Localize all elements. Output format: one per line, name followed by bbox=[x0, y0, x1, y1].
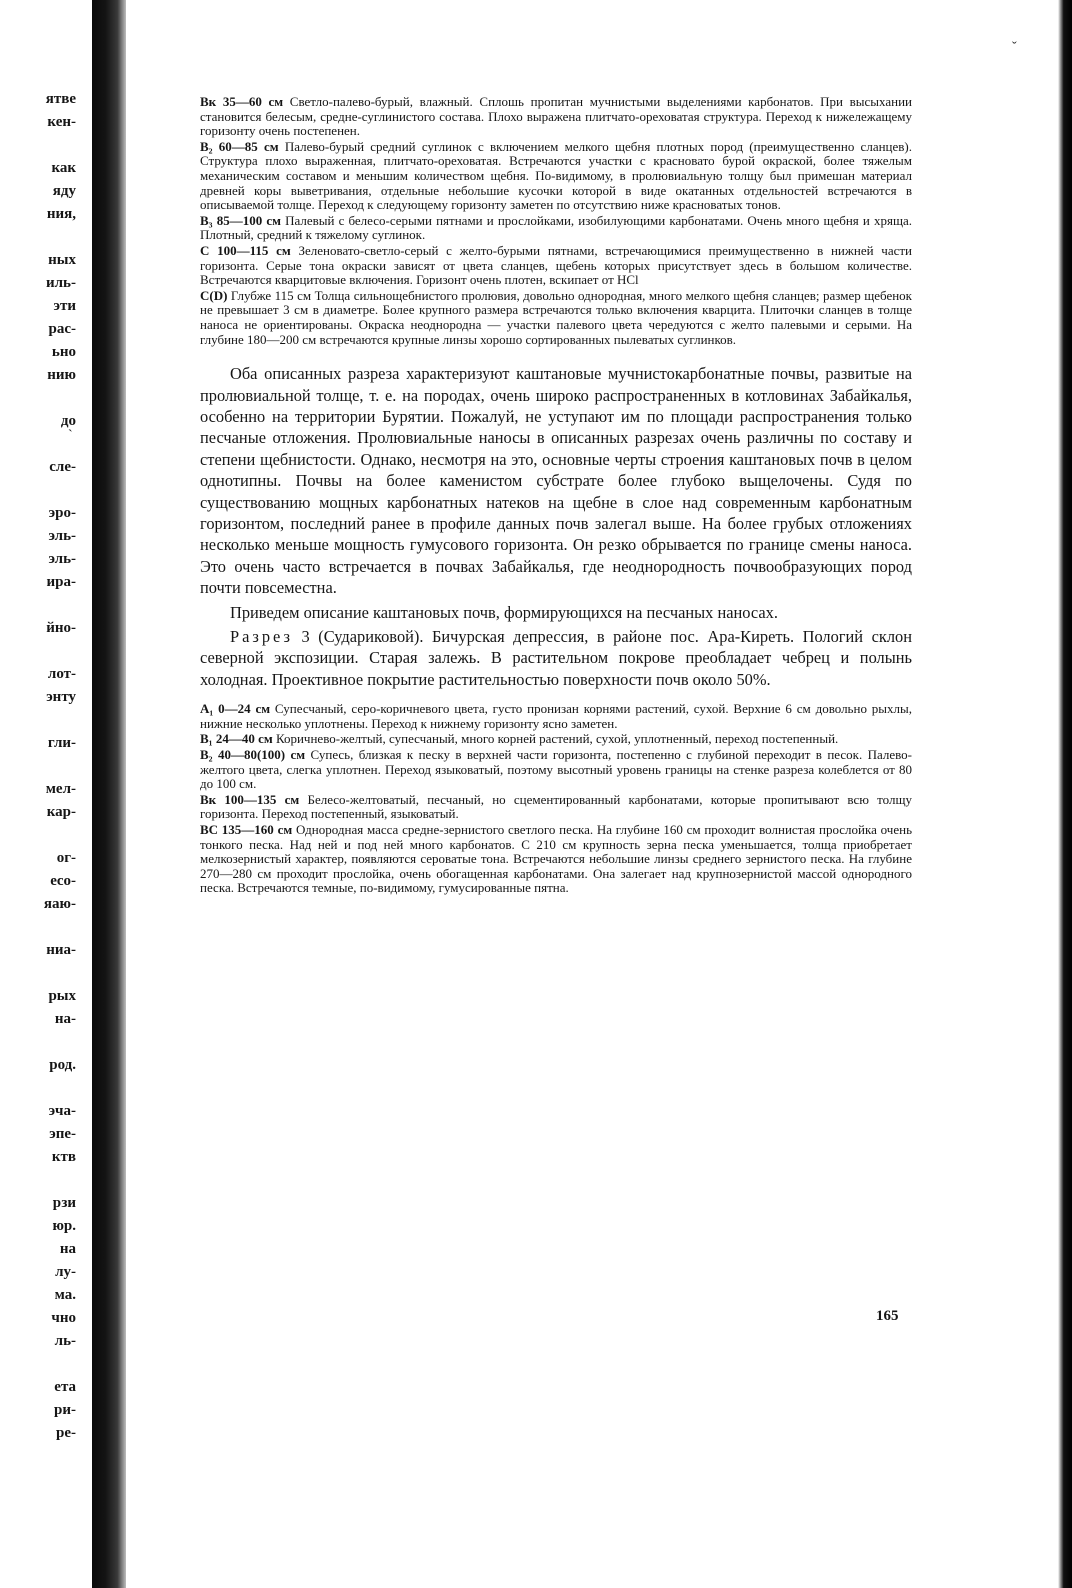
fragment-line bbox=[0, 134, 76, 157]
fragment-line: на bbox=[59, 1241, 76, 1257]
fragment-line: нию bbox=[47, 367, 76, 383]
page-number: 165 bbox=[876, 1308, 899, 1324]
fragment-line bbox=[0, 755, 76, 778]
fragment-line: рас- bbox=[48, 321, 76, 337]
fragment-line: ль- bbox=[54, 1333, 76, 1349]
fragment-line bbox=[0, 1077, 76, 1100]
fragment-line bbox=[0, 387, 76, 410]
horizon-text: Однородная масса средне-зернистого светлого песка. На глубине 160 см проходит волнистая прослойка очень тонкого песка. Над ней и под ней много карбонатов. С 210 см крупность зерна песка уменьшается, толща приобретает мелкозернистый характер, появляются сероватые тона. Встречаются небольшие линзы среднего зернистого песка. На глубине 270—280 см проходит прослойка, очень обогащенная карбонатами. Она залегает над крупнозернистой массой однородного песка. Встречаются темные, по-видимому, гумусированные пятна. bbox=[200, 821, 913, 896]
body-paragraph: Приведем описание каштановых почв, формирующихся на песчаных наносах. bbox=[230, 602, 778, 622]
fragment-line: ниа- bbox=[46, 942, 76, 958]
fragment-line bbox=[0, 1031, 76, 1054]
fragment-line: яаю- bbox=[43, 896, 76, 912]
horizon-code: B₃ 85—100 см bbox=[200, 212, 281, 228]
fragment-line: сле- bbox=[49, 459, 76, 475]
fragment-line: до bbox=[60, 413, 76, 429]
fragment-line: йно- bbox=[46, 620, 76, 636]
fragment-line: эча- bbox=[48, 1103, 76, 1119]
horizon-code: ВС 135—160 см bbox=[200, 821, 293, 837]
fragment-line bbox=[0, 479, 76, 502]
horizon-entry bbox=[200, 140, 912, 213]
fragment-line: ета bbox=[54, 1379, 76, 1395]
fragment-line: ния, bbox=[46, 206, 76, 222]
fragment-line: кар- bbox=[46, 804, 76, 820]
page-content bbox=[200, 95, 912, 897]
fragment-line: кен- bbox=[47, 114, 76, 130]
horizon-code: B₂ 40—80(100) см bbox=[200, 746, 306, 762]
horizon-description-list-2 bbox=[200, 702, 912, 896]
fragment-line bbox=[0, 709, 76, 732]
fragment-line bbox=[0, 1353, 76, 1376]
section-text: 3 (Судариковой). Бичурская депрессия, в районе пос. Ара-Киреть. Пологий склон северной экспозиции. Старая залежь. В растительном покрове преобладает чебрец и полынь холодная. Проективное покрытие растительностью поверхности почв около 50%. bbox=[200, 626, 912, 689]
fragment-line: ьно bbox=[51, 344, 76, 360]
fragment-line: гли- bbox=[47, 735, 76, 751]
fragment-line bbox=[0, 594, 76, 617]
horizon-code: Вк 35—60 см bbox=[200, 94, 284, 109]
horizon-text: Коричнево-желтый, супесчаный, много корней растений, сухой, уплотненный, переход постепенный. bbox=[272, 731, 839, 747]
fragment-line: как bbox=[51, 160, 76, 176]
horizon-entry bbox=[200, 244, 912, 288]
fragment-line: ecо- bbox=[50, 873, 76, 889]
fragment-line bbox=[0, 916, 76, 939]
horizon-code: B₁ 24—40 см bbox=[200, 731, 273, 747]
section-title: Разрез bbox=[230, 626, 294, 646]
previous-page-fragments bbox=[0, 88, 76, 1445]
scan-mark: ˋ bbox=[68, 428, 73, 443]
horizon-code: Вк 100—135 см bbox=[200, 791, 300, 807]
fragment-line: энту bbox=[46, 689, 76, 705]
fragment-line: эль- bbox=[48, 528, 76, 544]
fragment-line: ира- bbox=[46, 574, 76, 590]
horizon-text: Супесь, близкая к песку в верхней части горизонта, постепенно с глубиной переходит в песок. Палево-желтого цвета, слегка уплотнен. Переход языковатый, поэтому высотный уровень границы на стенке разреза колеблется от 80 до 100 см. bbox=[200, 746, 912, 792]
fragment-line: лу- bbox=[55, 1264, 76, 1280]
fragment-line bbox=[0, 962, 76, 985]
scan-mark: ˇ bbox=[1012, 40, 1017, 55]
horizon-entry bbox=[200, 748, 912, 792]
horizon-entry bbox=[200, 732, 912, 747]
horizon-text: Палево-бурый средний суглинок с включением мелкого щебня плотных пород (преимущественно сланцев). Структура плохо выраженная, плитчато-ореховатая. Встречаются участки с красновато бурой окраской, более тяжелым механическим составом и меньшим количеством щебня. По-видимому, в пролювиальную толщу был примешан материал древней коры выветривания, отдельные небольшие кусочки которой в виде окатанных отдельностей встречаются в описываемой толще. Переход к следующему горизонту заметен по отсутствию ниже красноватых тонов. bbox=[200, 138, 912, 213]
horizon-entry bbox=[200, 214, 912, 243]
fragment-line: эпе- bbox=[49, 1126, 76, 1142]
horizon-text: Светло-палево-бурый, влажный. Сплошь пропитан мучнистыми выделениями карбонатов. При высыхании становится белесым, средне-суглинистого состава. Плохо выражена плитчато-ореховатая структура. Переход к нижележащему горизонту очень постепенен. bbox=[200, 94, 912, 139]
fragment-line bbox=[0, 1169, 76, 1192]
horizon-description-list-1 bbox=[200, 95, 912, 347]
fragment-line: ог- bbox=[56, 850, 76, 866]
fragment-line: эро- bbox=[48, 505, 76, 521]
horizon-code: B₂ 60—85 см bbox=[200, 138, 279, 154]
fragment-line: на- bbox=[54, 1011, 76, 1027]
fragment-line bbox=[0, 640, 76, 663]
page-edge-shadow bbox=[1058, 0, 1072, 1588]
fragment-line bbox=[0, 824, 76, 847]
fragment-line: рзи bbox=[52, 1195, 76, 1211]
horizon-entry bbox=[200, 95, 912, 139]
horizon-entry bbox=[200, 702, 912, 731]
fragment-line: юр. bbox=[52, 1218, 76, 1234]
horizon-text: Супесчаный, серо-коричневого цвета, густо пронизан корнями растений, сухой. Верхние 6 см довольно рыхлы, нижние несколько уплотнены. Переход к нижнему горизонту ясно заметен. bbox=[200, 701, 912, 731]
fragment-line: яду bbox=[52, 183, 76, 199]
fragment-line: эти bbox=[53, 298, 76, 314]
horizon-text: Зеленовато-светло-серый с желто-бурыми пятнами, встречающимися преимущественно в нижней части горизонта. Серые тона окраски зависят от цвета сланцев, щебень которых присутствует здесь в большом количестве. Встречаются кварцитовые включения. Горизонт очень плотен, вскипает от HCl bbox=[200, 242, 912, 288]
horizon-text: Глубже 115 см Толща сильнощебнистого пролювия, довольно однородная, много мелкого щебня сланцев; размер щебенок не превышает 3 см в диаметре. Более крупного размера встречаются только включения кварцита. Плиточки сланцев в толще наноса не ориентированы. Окраска неоднородна — участки палевого цвета чередуются с желто палевыми и серыми. На глубине 180—200 см встречаются крупные линзы хорошо сортированных пылеватых суглинков. bbox=[200, 287, 912, 347]
fragment-line: эль- bbox=[48, 551, 76, 567]
horizon-code: A₁ 0—24 см bbox=[200, 701, 271, 717]
fragment-line: лот- bbox=[47, 666, 76, 682]
fragment-line: ятве bbox=[45, 91, 76, 107]
horizon-entry bbox=[200, 289, 912, 347]
horizon-text: Палевый с белесо-серыми пятнами и прослойками, изобилующими карбонатами. Очень много щебня и хряща. Плотный, средний к тяжелому суглинок. bbox=[200, 212, 912, 243]
binding-shadow bbox=[92, 0, 126, 1588]
fragment-line: ных bbox=[48, 252, 76, 268]
horizon-entry bbox=[200, 823, 912, 896]
fragment-line: рых bbox=[48, 988, 76, 1004]
fragment-line: ктв bbox=[51, 1149, 76, 1165]
fragment-line bbox=[0, 226, 76, 249]
fragment-line: иль- bbox=[46, 275, 76, 291]
horizon-code: C 100—115 см bbox=[200, 242, 291, 258]
fragment-line: ре- bbox=[56, 1425, 76, 1441]
horizon-code: C(D) bbox=[200, 287, 228, 303]
body-paragraph: Оба описанных разреза характеризуют каштановые мучнистокарбонатные почвы, развитые на пролювиальной толще, т. е. на породах, очень широко распространенных в котловинах Забайкалья, особенно на территории Бурятии. Пожалуй, не уступают им по площади распространения только песчаные отложения. Пролювиальные наносы в описанных разрезах очень различны по составу и степени щебнистости. Однако, несмотря на это, основные черты строения каштановых почв в целом однотипны. Почвы на более каменистом субстрате более глубоко выщелочены. Судя по существованию мощных карбонатных натеков на щебне в слое над современным карбонатным горизонтом, последний ранее в профиле данных почв залегал выше. На более грубых отложениях несколько меньше мощность гумусового горизонта. Он резко обрывается по границе смены наноса. Это очень часто встречается в почвах Забайкалья, где неоднородность почвообразующих пород почти повсеместна. bbox=[200, 364, 912, 598]
section-description bbox=[200, 626, 912, 690]
fragment-line: ма. bbox=[54, 1287, 76, 1303]
fragment-line: чно bbox=[51, 1310, 76, 1326]
fragment-line bbox=[0, 433, 76, 456]
fragment-line: мел- bbox=[45, 781, 76, 797]
fragment-line: ри- bbox=[54, 1402, 76, 1418]
horizon-text: Белесо-желтоватый, песчаный, но сцементированный карбонатами, которые пропитывают всю толщу горизонта. Переход постепенный, языковатый. bbox=[200, 791, 913, 822]
horizon-entry bbox=[200, 793, 912, 822]
fragment-line: род. bbox=[49, 1057, 76, 1073]
